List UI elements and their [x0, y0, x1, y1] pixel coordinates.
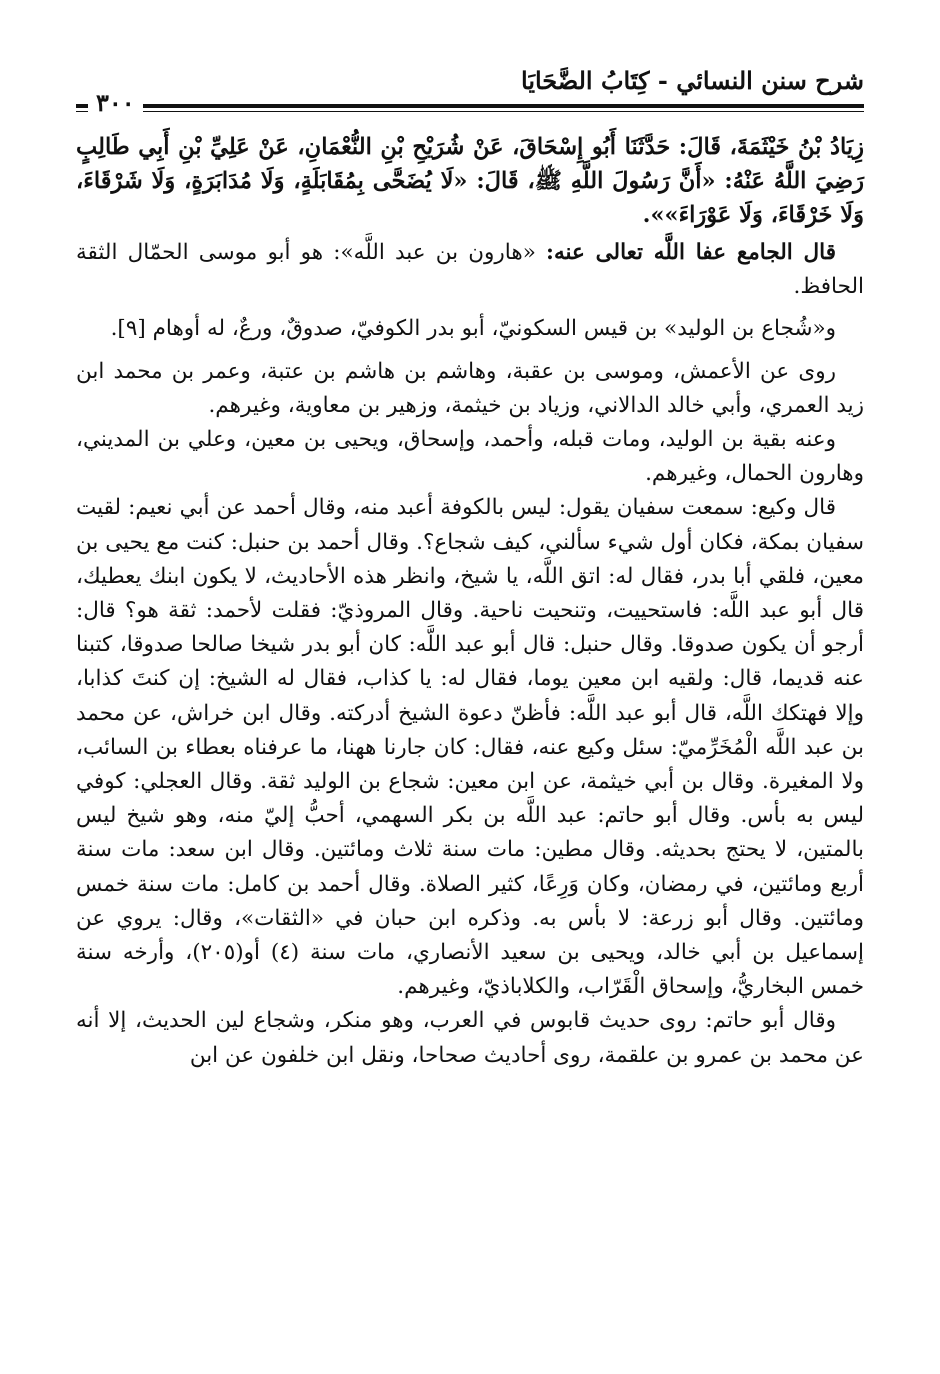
page-number: ٣٠٠ [88, 88, 143, 117]
header-rule-thick [76, 104, 864, 108]
running-title: شرح سنن النسائي - كِتَابُ الضَّحَايَا [521, 66, 864, 95]
paragraph-abu-hatim: وقال أبو حاتم: روى حديث قابوس في العرب، وهو منكر، وشجاع لين الحديث، إلا أنه عن محمد بن عمرو بن علقمة، روى أحاديث صحاحا، ونقل ابن خلفون عن ابن [76, 1008, 864, 1068]
paragraph-narrated-by: وعنه بقية بن الوليد، ومات قبله، وأحمد، وإسحاق، ويحيى بن معين، وعلي بن المديني، وهارون الحمال، وغيرهم. [76, 427, 864, 487]
book-page [76, 60, 864, 1068]
paragraph-scholars-opinions: قال وكيع: سمعت سفيان يقول: ليس بالكوفة أعبد منه، وقال أحمد عن أبي نعيم: لقيت سفيان بمكة، فكان أول شيء سألني، كيف شجاع؟. وقال أحمد بن حنبل: كنت مع يحيى بن معين، فلقي أبا بدر، فقال له: اتق اللَّه، يا شيخ، وانظر هذه الأحاديث، لا يكون ابنك يعطيك، قال أبو عبد اللَّه: فاستحييت، وتنحيت ناحية. وقال المروذيّ: فقلت لأحمد: ثقة هو؟ قال: أرجو أن يكون صدوقا. وقال حنبل: قال أبو عبد اللَّه: كان أبو بدر شيخا صالحا صدوقا، كتبنا عنه قديما، قال: ولقيه ابن معين يوما، فقال له: يا كذاب، فقال له الشيخ: إن كنتَ كذابا، وإلا فهتكك اللَّه، قال أبو عبد اللَّه: فأظنّ دعوة الشيخ أدركته. وقال ابن خراش، عن محمد بن عبد اللَّه الْمُخَرِّميّ: سئل وكيع عنه، فقال: كان جارنا ههنا، ما عرفناه بعطاء بن السائب، ولا المغيرة. وقال بن أبي خيثمة، عن ابن معين: شجاع بن الوليد ثقة. وقال العجلي: كوفي ليس به بأس. وقال أبو حاتم: عبد اللَّه بن بكر السهمي، أحبُّ إليّ منه، وهو شيخ ليس بالمتين، لا يحتج بحديثه. وقال مطين: مات سنة ثلاث ومائتين. وقال ابن سعد: مات سنة أربع ومائتين، في رمضان، وكان وَرِعًا، كثير الصلاة. وقال أحمد بن كامل: مات سنة خمس ومائتين. وقال أبو زرعة: لا بأس به. وذكره ابن حبان في «الثقات»، وقال: يروي عن إسماعيل بن أبي خالد، ويحيى بن سعيد الأنصاري، مات سنة (٤) أو(٢٠٥)، وأرخه سنة خمس البخاريُّ، وإسحاق الْقَرّاب، والكلاباذيّ، وغيرهم. [76, 495, 864, 1000]
hadith-text: زِيَادُ بْنُ خَيْثَمَةَ، قَالَ: حَدَّثَنَا أَبُو إِسْحَاقَ، عَنْ شُرَيْحِ بْنِ النُّعْمَانِ، عَنْ عَلِيِّ بْنِ أَبِي طَالِبٍ رَضِيَ اللَّهُ عَنْهُ: «أَنَّ رَسُولَ اللَّهِ ﷺ، قَالَ: «لَا يُضَحَّى بِمُقَابَلَةٍ، وَلَا مُدَابَرَةٍ، وَلَا شَرْقَاءَ، وَلَا خَرْقَاءَ، وَلَا عَوْرَاءَ»». [76, 134, 864, 228]
commentator-lead: قال الجامع عفا اللَّه تعالى عنه: [546, 240, 836, 265]
page-header [76, 60, 864, 117]
page-body [76, 130, 864, 1073]
paragraph-commentary-intro [76, 236, 864, 304]
paragraph-narrator: و«شُجاع بن الوليد» بن قيس السكونيّ، أبو بدر الكوفيّ، صدوقٌ، ورعٌ، له أوهام [٩]. [110, 316, 836, 342]
paragraph-narrated-from: روى عن الأعمش، وموسى بن عقبة، وهاشم بن هاشم بن عتبة، وعمر بن محمد ابن زيد العمري، وأبي خالد الدالاني، وزياد بن خيثمة، وزهير بن معاوية، وغيرهم. [76, 358, 864, 418]
header-rule-thin [76, 111, 864, 112]
commentary-intro-text: «هارون بن عبد اللَّه»: هو أبو موسى الحمّال الثقة الحافظ. [76, 240, 864, 300]
